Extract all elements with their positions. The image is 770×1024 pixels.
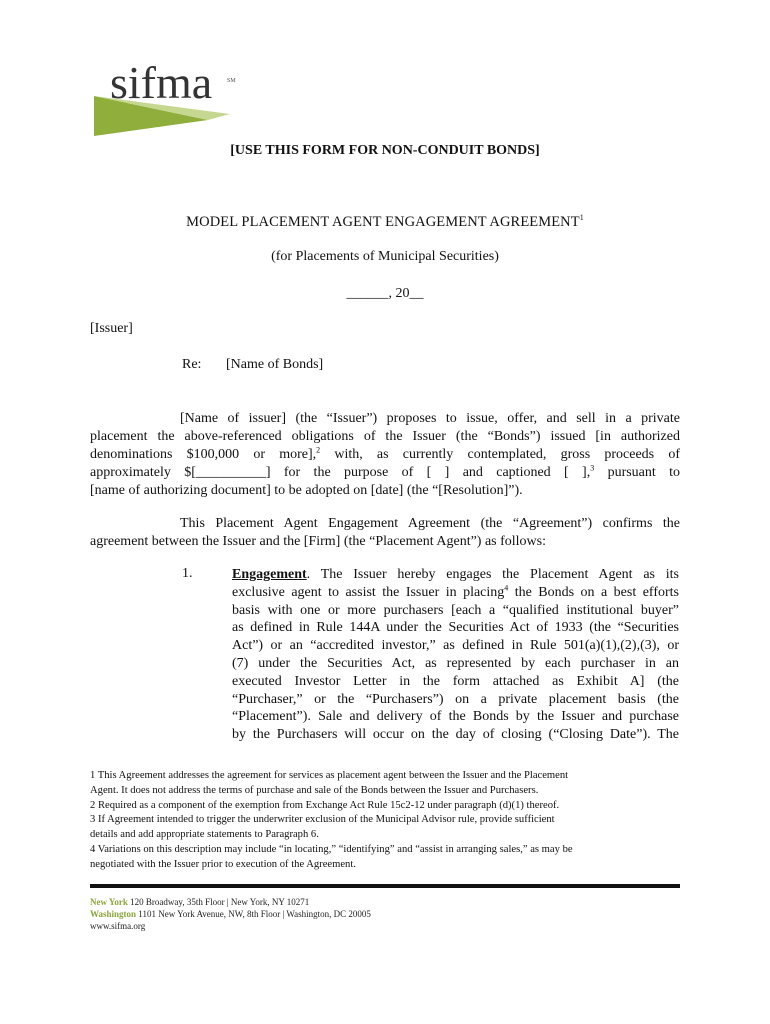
- footnote-ref-2[interactable]: 2: [316, 445, 321, 455]
- paragraph-agreement: [90, 515, 680, 551]
- paragraph-line: agreement between the Issuer and the [Firm] (the “Placement Agent”) as follows:: [90, 534, 547, 549]
- section-line: (7) under the Securities Act, as represented by each purchaser in an: [232, 655, 679, 671]
- section-line: executed Investor Letter in the form attached as Exhibit A] (the: [232, 673, 679, 689]
- footer-dc: Washington 1101 New York Avenue, NW, 8th Floor | Washington, DC 20005: [90, 909, 371, 919]
- footer-divider: [90, 884, 680, 888]
- footnotes: [90, 769, 680, 873]
- footnote-line: 1 This Agreement addresses the agreement for services as placement agent between the Issuer and the Placement: [90, 770, 569, 781]
- footer-website-link[interactable]: www.sifma.org: [90, 921, 146, 931]
- footer-addresses: [90, 896, 371, 932]
- paragraph-line: [name of authorizing document] to be adopted on [date] (the “[Resolution]”).: [90, 483, 523, 498]
- document-subtitle: (for Placements of Municipal Securities): [271, 249, 499, 264]
- paragraph-line: placement the above-referenced obligations of the Issuer (the “Bonds”) issued [in authorized: [90, 429, 680, 444]
- paragraph-intro: [90, 410, 680, 500]
- section-line: “Placement”). Sale and delivery of the Bonds by the Issuer and purchase: [232, 709, 679, 725]
- footnote-ref-4[interactable]: 4: [504, 583, 509, 593]
- sifma-logo: [90, 57, 240, 142]
- footnote-line: negotiated with the Issuer prior to execution of the Agreement.: [90, 858, 356, 870]
- footer-ny: New York 120 Broadway, 35th Floor | New York, NY 10271: [90, 897, 310, 907]
- section-heading: Engagement: [232, 567, 307, 582]
- paragraph-line: denominations $100,000 or more],$^2$ with, as currently contemplated, gross proceeds of: [90, 445, 680, 462]
- paragraph-line: This Placement Agent Engagement Agreement (the “Agreement”) confirms the: [180, 516, 680, 531]
- section-line: exclusive agent to assist the Issuer in placing$^4$ the Bonds on a best efforts: [232, 583, 679, 600]
- footnote-line: 2 Required as a component of the exemption from Exchange Act Rule 15c2-12 under paragraph (d)(1) thereof.: [90, 799, 560, 811]
- document-title: MODEL PLACEMENT AGENT ENGAGEMENT AGREEMENT$^1$: [186, 213, 584, 230]
- section-line: basis with one or more purchasers [each a “qualified institutional buyer”: [232, 602, 679, 618]
- logo-text: sifma: [110, 57, 213, 108]
- footnote-ref-1[interactable]: 1: [579, 213, 584, 223]
- section-engagement: [232, 566, 679, 744]
- footnote-line: Agent. It does not address the terms of purchase and sale of the Bonds between the Issuer and Purchasers.: [90, 784, 539, 796]
- re-label: Re:: [182, 357, 202, 372]
- form-usage-note: [USE THIS FORM FOR NON-CONDUIT BONDS]: [230, 143, 540, 158]
- section-number: 1.: [182, 566, 193, 581]
- footnote-line: 4 Variations on this description may include “in locating,” “identifying” and “assist in arranging sales,” as may be: [90, 843, 573, 855]
- section-line: Act”) or an “accredited investor,” as defined in Rule 501(a)(1),(2),(3), or: [232, 638, 679, 654]
- paragraph-line: approximately $[__________] for the purpose of [ ] and captioned [ ],$^3$ pursuant to: [90, 463, 681, 480]
- paragraph-line: [Name of issuer] (the “Issuer”) proposes to issue, offer, and sell in a private: [180, 411, 680, 426]
- logo-trademark: SM: [227, 78, 236, 84]
- footnote-line: 3 If Agreement intended to trigger the underwriter exclusion of the Municipal Advisor rule, provide sufficient: [90, 814, 555, 826]
- date-line: ______, 20__: [346, 286, 424, 301]
- section-line: “Purchaser,” or the “Purchasers”) on a private placement basis (the: [232, 691, 679, 707]
- re-value: [Name of Bonds]: [226, 357, 324, 372]
- addressee: [Issuer]: [90, 321, 133, 336]
- section-line: as defined in Rule 144A under the Securities Act of 1933 (the “Securities: [232, 620, 679, 636]
- section-line: by the Purchasers will occur on the day of closing (“Closing Date”). The: [232, 727, 679, 743]
- section-line: Engagement. The Issuer hereby engages the Placement Agent as its: [232, 567, 679, 582]
- footnote-line: details and add appropriate statements to Paragraph 6.: [90, 829, 319, 841]
- footnote-ref-3[interactable]: 3: [590, 463, 595, 473]
